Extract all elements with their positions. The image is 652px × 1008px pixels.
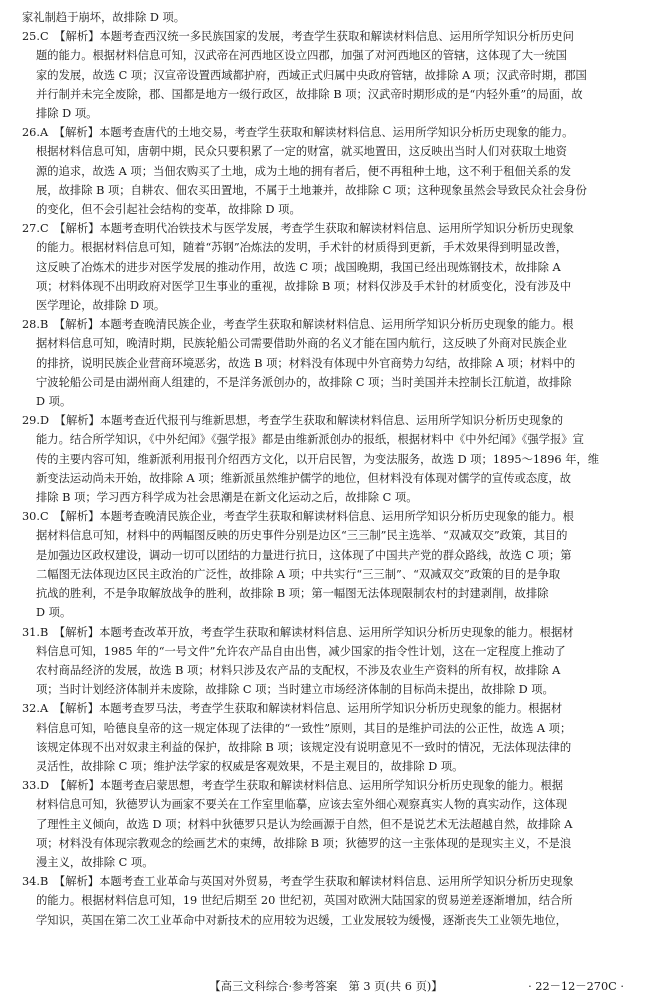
answer-item-line: 据材料信息可知，材料中的两幅图反映的历史事件分别是边区“三三制”民主选举、“双减双交”政策，其目的 <box>36 529 568 543</box>
answer-item-line: 家的发展，故选 C 项；汉宣帝设置西域都护府，西域正式归属中央政府管辖，故排除 A 项；汉武帝时期，郡国 <box>36 68 587 82</box>
answer-item-line: 材料信息可知，狄德罗认为画家不要关在工作室里临摹，应该去室外细心观察真实人物的真实动作，这体现 <box>36 798 567 812</box>
answer-item-line: 新变法运动尚未开始，故排除 A 项；维新派虽然维护儒学的地位，但材料没有体现对儒学的宣传或态度，故 <box>36 471 572 485</box>
answer-item <box>22 872 630 930</box>
answer-item-line: 是加强边区政权建设，调动一切可以团结的力量进行抗日，这体现了中国共产党的群众路线，故选 C 项；第 <box>36 548 572 562</box>
answer-item-first-line: 29.D 【解析】本题考查近代报刊与维新思想，考查学生获取和解读材料信息、运用所学知识分析历史现象的 <box>22 414 564 428</box>
answer-item-first-line: 25.C 【解析】本题考查西汉统一多民族国家的发展，考查学生获取和解读材料信息、运用所学知识分析历史问 <box>22 30 574 44</box>
answer-item-first-line: 27.C 【解析】本题考查明代冶铁技术与医学发展，考查学生获取和解读材料信息、运用所学知识分析历史现象 <box>22 222 574 236</box>
answer-item-first-line: 33.D 【解析】本题考查启蒙思想，考查学生获取和解读材料信息、运用所学知识分析历史现象的能力。根据 <box>22 779 564 793</box>
answer-item <box>22 123 630 219</box>
answer-item-line: 灵活性，故排除 C 项；维护法学家的权威是客观效果，不是主观目的，故排除 D 项。 <box>36 759 464 773</box>
answer-item-line: 能力。结合所学知识，《中外纪闻》《强学报》都是由维新派创办的报纸，根据材料中《中外纪闻》《强学报》宣 <box>36 433 584 447</box>
answer-item-line: 二幅图无法体现边区民主政治的广泛性，故排除 A 项；中共实行“三三制”、“双减双交”政策的目的是争取 <box>36 567 561 581</box>
answer-item-line: 展，故排除 B 项；自耕农、佃农买田置地，不属于土地兼并，故排除 C 项；这种现象虽然会导致民众社会身份 <box>36 183 587 197</box>
answer-item-line: 根据材料信息可知，唐朝中期，民众只要积累了一定的财富，就买地置田，这反映出当时人们对获取土地资 <box>36 145 567 159</box>
answer-item <box>22 507 630 622</box>
answer-item-line: 农村商品经济的发展，故选 B 项；材料只涉及农产品的支配权，不涉及农业生产资料的所有权，故排除 A <box>36 663 561 677</box>
answer-item <box>22 623 630 700</box>
answer-item-first-line: 30.C 【解析】本题考查晚清民族企业，考查学生获取和解读材料信息、运用所学知识分析历史现象的能力。根 <box>22 510 574 524</box>
answer-item-line: 的排挤，说明民族企业营商环境恶劣，故选 B 项；材料没有体现中外官商势力勾结，故排除 A 项；材料中的 <box>36 356 576 370</box>
answer-item-line: 据材料信息可知，晚清时期，民族轮船公司需要借助外商的名义才能在国内航行，这反映了外商对民族企业 <box>36 337 567 351</box>
answer-item-line: 这反映了冶炼术的进步对医学发展的推动作用，故选 C 项；战国晚期，我国已经出现炼钢技术，故排除 A <box>36 260 561 274</box>
answer-item <box>22 315 630 411</box>
answer-item-line: 学知识，英国在第二次工业革命中对新技术的应用较为迟缓，工业发展较为缓慢，逐渐丧失工业领先地位， <box>36 913 567 927</box>
answer-item-line: 排除 D 项。 <box>36 107 98 121</box>
answer-item-line: 项；材料体现不出明政府对医学卫生事业的重视，故排除 B 项；材料仅涉及手术针的材质变化，没有涉及中 <box>36 279 572 293</box>
answer-item-first-line: 28.B 【解析】本题考查晚清民族企业，考查学生获取和解读材料信息、运用所学知识分析历史现象的能力。根 <box>22 318 574 332</box>
intro-line: 家礼制趋于崩坏，故排除 D 项。 <box>22 11 186 24</box>
answer-item-line: 的能力。根据材料信息可知，随着“苏钢”冶炼法的发明，手术针的材质得到更新，手术效果得到明显改善， <box>36 241 568 255</box>
answer-item-line: 料信息可知，1985 年的“一号文件”允许农产品自由出售，减少国家的指令性计划，这在一定程度上推动了 <box>36 644 566 658</box>
answer-item-line: D 项。 <box>36 606 72 620</box>
answer-item-line: 源的追求，故选 A 项；当佃农购买了土地，成为土地的拥有者后，便不再租种土地，这不利于租佃关系的发 <box>36 164 572 178</box>
answer-item <box>22 776 630 872</box>
answer-item-line: 项；当时计划经济体制并未废除，故排除 C 项；当时建立市场经济体制的目标尚未提出，故排除 D 项。 <box>36 683 554 697</box>
answer-item-first-line: 31.B 【解析】本题考查改革开放，考查学生获取和解读材料信息、运用所学知识分析历史现象的能力。根据材 <box>22 625 574 639</box>
page-footer <box>22 978 630 996</box>
answer-item-line: 排除 B 项；学习西方科学成为社会思潮是在新文化运动之后，故排除 C 项。 <box>36 491 418 505</box>
answer-item-first-line: 32.A 【解析】本题考查罗马法，考查学生获取和解读材料信息、运用所学知识分析历史现象的能力。根据材 <box>22 702 563 716</box>
answer-item-line: 的能力。根据材料信息可知，19 世纪后期至 20 世纪初，英国对欧洲大陆国家的贸易逆差逐渐增加，结合所 <box>36 894 573 908</box>
answer-item <box>22 411 630 507</box>
answer-item-line: 抗战的胜利，不是争取解放战争的胜利，故排除 B 项；第一幅图无法体现限制农村的封建剥削，故排除 <box>36 587 549 601</box>
footer-code: · 22－12－270C · <box>528 980 624 993</box>
answer-item-line: 医学理论，故排除 D 项。 <box>36 299 166 313</box>
answer-item-line: 题的能力。根据材料信息可知，汉武帝在河西地区设立四郡，加强了对河西地区的管辖，这体现了大一统国 <box>36 49 567 63</box>
answer-item-line: 并行制并未完全废除，郡、国都是地方一级行政区，故排除 B 项；汉武帝时期形成的是“内轻外重”的局面，故 <box>36 87 583 101</box>
answer-item-line: 宁波轮船公司是由湖州商人组建的，不是洋务派创办的，故排除 C 项；当时美国并未控制长江航道，故排除 <box>36 375 572 389</box>
answer-item-line: 该规定体现不出对奴隶主利益的保护，故排除 B 项；该规定没有说明意见不一致时的情况，无法体现法律的 <box>36 740 572 754</box>
answer-item <box>22 27 630 123</box>
footer-title: 【高三文科综合·参考答案 第 3 页(共 6 页)】 <box>209 980 443 993</box>
answer-content <box>22 8 630 930</box>
answer-list <box>22 27 630 930</box>
answer-item-line: D 项。 <box>36 395 72 409</box>
answer-item <box>22 219 630 315</box>
answer-item-line: 漫主义，故排除 C 项。 <box>36 855 154 869</box>
answer-item-line: 传的主要内容可知，维新派利用报刊介绍西方文化，以开启民智，为变法服务，故选 D 项；1895～1896 年，维 <box>36 452 600 466</box>
answer-item <box>22 699 630 776</box>
answer-item-line: 项；材料没有体现宗教观念的绘画艺术的束缚，故排除 B 项；狄德罗的这一主张体现的是现实主义，不是浪 <box>36 836 572 850</box>
answer-item-line: 了理性主义倾向，故选 D 项；材料中狄德罗只是认为绘画源于自然，但不是说艺术无法超越自然，故排除 A <box>36 817 573 831</box>
answer-item-line: 的变化，但不会引起社会结构的变革，故排除 D 项。 <box>36 203 301 217</box>
answer-item-line: 料信息可知，哈德良皇帝的这一规定体现了法律的“一致性”原则，其目的是维护司法的公正性，故选 A 项； <box>36 721 572 735</box>
answer-item-first-line: 34.B 【解析】本题考查工业革命与英国对外贸易，考查学生获取和解读材料信息、运用所学知识分析历史现象 <box>22 875 574 889</box>
answer-item-first-line: 26.A 【解析】本题考查唐代的土地交易，考查学生获取和解读材料信息、运用所学知识分析历史现象的能力。 <box>22 126 574 140</box>
